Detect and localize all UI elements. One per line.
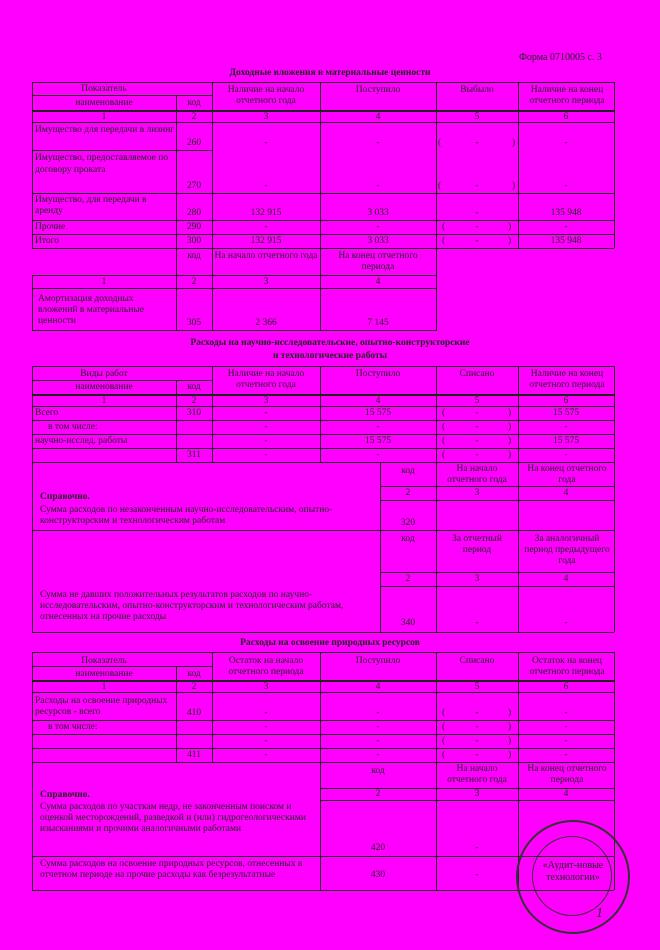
header-in: Поступило bbox=[355, 369, 401, 379]
table-cell: - bbox=[264, 181, 268, 191]
form-label: Форма 0710005 с. 3 bbox=[519, 52, 602, 63]
header-end: На конец отчетного года bbox=[527, 464, 607, 485]
header-begin: На начало отчетного года bbox=[447, 764, 507, 785]
header-in: Поступило bbox=[355, 85, 401, 95]
header-indicator: Показатель bbox=[81, 84, 127, 94]
col-num: 1 bbox=[101, 277, 107, 287]
table-cell: - bbox=[475, 422, 479, 432]
header-writeoff: Списано bbox=[459, 656, 495, 666]
header-in: Поступило bbox=[355, 656, 401, 666]
header-code: код bbox=[187, 98, 201, 108]
table-cell: - bbox=[475, 843, 479, 853]
table-cell: - bbox=[264, 450, 268, 460]
table-cell: - bbox=[475, 708, 479, 718]
reference-text-2: Сумма не давших положительных результатов расходов по научно-исследовательским, опытно-конструкторским и технологическим работам, отнесенных на прочие расходы bbox=[40, 590, 344, 622]
table-row-name: в том числе: bbox=[48, 722, 98, 732]
table-row-name: Имущество, предоставляемое по договору проката bbox=[35, 153, 169, 175]
table-cell: 15 575 bbox=[552, 408, 580, 418]
table-cell: - bbox=[475, 181, 479, 191]
col-num: 3 bbox=[474, 488, 480, 498]
table-cell: - bbox=[475, 870, 479, 880]
reference-title: Справочно. bbox=[40, 492, 90, 502]
header-begin: Наличие на начало отчетного года bbox=[227, 369, 305, 390]
col-num: 2 bbox=[191, 396, 197, 406]
col-num: 2 bbox=[405, 488, 411, 498]
header-end: На конец отчетного периода bbox=[338, 251, 418, 272]
col-num: 5 bbox=[474, 682, 480, 692]
table-cell: - bbox=[475, 618, 479, 628]
table-cell: - bbox=[264, 436, 268, 446]
table-row-code: 410 bbox=[186, 708, 202, 718]
table-row-name: Имущество для передачи в лизинг bbox=[35, 125, 175, 135]
header-indicator: Показатель bbox=[81, 656, 127, 666]
col-num: 5 bbox=[474, 396, 480, 406]
table-cell: 2 366 bbox=[255, 318, 277, 328]
header-code: код bbox=[187, 669, 201, 679]
header-begin: Наличие на начало отчетного года bbox=[227, 85, 305, 106]
table-row-code: 420 bbox=[370, 843, 386, 853]
col-num: 1 bbox=[101, 396, 107, 406]
table-row-name: Всего bbox=[35, 408, 59, 418]
table-cell: - bbox=[564, 450, 568, 460]
table-row-code: 311 bbox=[187, 450, 201, 460]
table-cell: 15 575 bbox=[364, 436, 392, 446]
table-cell: - bbox=[376, 450, 380, 460]
col-num: 3 bbox=[263, 682, 269, 692]
page-number: 1 bbox=[596, 906, 603, 921]
header-name: наименование bbox=[75, 669, 133, 679]
header-writeoff: Списано bbox=[459, 369, 495, 379]
table-cell: - bbox=[376, 181, 380, 191]
table-row-name: Прочие bbox=[35, 222, 66, 232]
table-cell: - bbox=[564, 722, 568, 732]
table-cell: - bbox=[264, 408, 268, 418]
header-out: Выбыло bbox=[460, 85, 494, 95]
table-cell: - bbox=[564, 618, 568, 628]
table-cell: - bbox=[376, 722, 380, 732]
table-cell: - bbox=[376, 736, 380, 746]
header-end: Наличие на конец отчетного периода bbox=[529, 85, 605, 106]
table-cell: 132 915 bbox=[250, 236, 282, 246]
header-name: наименование bbox=[75, 98, 133, 108]
table-cell: - bbox=[376, 138, 380, 148]
section-title-rnd: Расходы на научно-исследовательские, опытно-конструкторские bbox=[190, 338, 470, 348]
table-row-code: 411 bbox=[187, 750, 201, 760]
stamp-text: «Аудит-новые технологии» bbox=[542, 860, 604, 883]
reference-title: Справочно. bbox=[40, 790, 90, 800]
table-cell: - bbox=[264, 750, 268, 760]
table-cell: - bbox=[475, 750, 479, 760]
col-num: 5 bbox=[474, 112, 480, 122]
section-title-natural-resources: Расходы на освоение природных ресурсов bbox=[240, 638, 420, 648]
header-name: наименование bbox=[75, 382, 133, 392]
table-cell: - bbox=[376, 222, 380, 232]
table-cell: - bbox=[264, 708, 268, 718]
reference-text: Сумма расходов по незаконченным научно-исследовательским, опытно-конструкторским и технологическим работам bbox=[40, 505, 333, 526]
table-cell: - bbox=[564, 181, 568, 191]
col-num: 2 bbox=[191, 112, 197, 122]
col-num: 4 bbox=[375, 277, 381, 287]
table-row-code: 270 bbox=[186, 181, 202, 191]
header-current: За отчетный период bbox=[452, 534, 502, 555]
col-num: 6 bbox=[563, 682, 569, 692]
table-cell: - bbox=[475, 450, 479, 460]
table-cell: - bbox=[475, 408, 479, 418]
table-cell: 7 145 bbox=[367, 318, 389, 328]
header-begin: На начало отчетного года bbox=[214, 251, 318, 261]
table-cell: - bbox=[475, 736, 479, 746]
table-row-code: 340 bbox=[400, 618, 416, 628]
col-num: 3 bbox=[263, 112, 269, 122]
table-cell: 132 915 bbox=[250, 208, 282, 218]
table-cell: - bbox=[475, 138, 479, 148]
table-row-code: 280 bbox=[186, 208, 202, 218]
section-title-rnd-2: и технологические работы bbox=[272, 351, 388, 361]
header-begin: Остаток на начало отчетного периода bbox=[228, 656, 304, 677]
col-num: 4 bbox=[375, 396, 381, 406]
table-cell: - bbox=[475, 208, 479, 218]
table-row-code: 320 bbox=[400, 518, 416, 528]
col-num: 2 bbox=[191, 277, 197, 287]
table-row-name: в том числе: bbox=[48, 422, 98, 432]
reference-text: Сумма расходов по участкам недр, не законченным поиском и оценкой месторождений, разведкой и (или) гидрогеологическими изысканиями и прочими аналогичными работами bbox=[40, 802, 306, 834]
table-row-name: Расходы на освоение природных ресурсов - всего bbox=[35, 696, 168, 717]
table-cell: - bbox=[564, 222, 568, 232]
col-num: 3 bbox=[263, 396, 269, 406]
header-code: код bbox=[401, 534, 415, 544]
reference-text-2: Сумма расходов на освоение природных ресурсов, отнесенных в отчетном периоде на прочие расходы как безрезультатные bbox=[40, 859, 303, 880]
table-cell: 135 948 bbox=[550, 236, 582, 246]
col-num: 4 bbox=[563, 488, 569, 498]
col-num: 2 bbox=[191, 682, 197, 692]
col-num: 4 bbox=[563, 789, 569, 799]
header-begin: На начало отчетного года bbox=[447, 464, 507, 485]
col-num: 3 bbox=[474, 574, 480, 584]
table-cell: - bbox=[475, 436, 479, 446]
header-code: код bbox=[401, 466, 415, 476]
table-cell: - bbox=[564, 422, 568, 432]
table-cell: - bbox=[264, 222, 268, 232]
table-cell: - bbox=[264, 138, 268, 148]
table-cell: - bbox=[376, 750, 380, 760]
header-end: Наличие на конец отчетного периода bbox=[529, 369, 605, 390]
table-cell: - bbox=[475, 722, 479, 732]
table-row-code: 260 bbox=[186, 138, 202, 148]
table-cell: - bbox=[264, 736, 268, 746]
col-num: 1 bbox=[101, 682, 107, 692]
table-cell: - bbox=[564, 750, 568, 760]
table-cell: 135 948 bbox=[550, 208, 582, 218]
col-num: 6 bbox=[563, 396, 569, 406]
table-row-code: 305 bbox=[186, 318, 202, 328]
table-row-code: 310 bbox=[186, 408, 202, 418]
table-cell: 3 033 bbox=[367, 208, 389, 218]
header-code: код bbox=[187, 382, 201, 392]
col-num: 3 bbox=[263, 277, 269, 287]
table-cell: - bbox=[475, 236, 479, 246]
table-cell: - bbox=[264, 722, 268, 732]
table-row-code: 300 bbox=[186, 236, 202, 246]
table-row-code: 290 bbox=[186, 222, 202, 232]
table-cell: 3 033 bbox=[367, 236, 389, 246]
col-num: 4 bbox=[375, 112, 381, 122]
header-previous: За аналогичный период предыдущего года bbox=[524, 534, 610, 566]
table-cell: - bbox=[376, 708, 380, 718]
table-cell: 15 575 bbox=[364, 408, 392, 418]
col-num: 4 bbox=[563, 574, 569, 584]
col-num: 2 bbox=[405, 574, 411, 584]
col-num: 2 bbox=[375, 789, 381, 799]
col-num: 6 bbox=[563, 112, 569, 122]
col-num: 1 bbox=[101, 112, 107, 122]
table-cell: - bbox=[475, 222, 479, 232]
header-end: Остаток на конец отчетного периода bbox=[529, 656, 605, 677]
table-row-name: Итого bbox=[35, 236, 60, 246]
table-cell: - bbox=[564, 708, 568, 718]
col-num: 3 bbox=[474, 789, 480, 799]
table-cell: - bbox=[564, 736, 568, 746]
table-row-code: 430 bbox=[370, 870, 386, 880]
table-row-name: Имущество, для передачи в аренду bbox=[35, 195, 147, 216]
header-code: код bbox=[371, 766, 385, 776]
company-stamp bbox=[516, 820, 630, 934]
amortization-label: Амортизация доходных вложений в материальные ценности bbox=[38, 294, 144, 326]
table-cell: - bbox=[264, 422, 268, 432]
header-end: На конец отчетного периода bbox=[527, 764, 607, 785]
header-kind: Виды работ bbox=[80, 369, 128, 379]
table-row-name: научно-исслед. работы bbox=[35, 436, 128, 446]
section-title-investments: Доходные вложения в материальные ценности bbox=[229, 68, 431, 78]
header-code: код bbox=[187, 251, 201, 261]
table-cell: - bbox=[564, 138, 568, 148]
col-num: 4 bbox=[375, 682, 381, 692]
table-cell: 15 575 bbox=[552, 436, 580, 446]
table-cell: - bbox=[376, 422, 380, 432]
